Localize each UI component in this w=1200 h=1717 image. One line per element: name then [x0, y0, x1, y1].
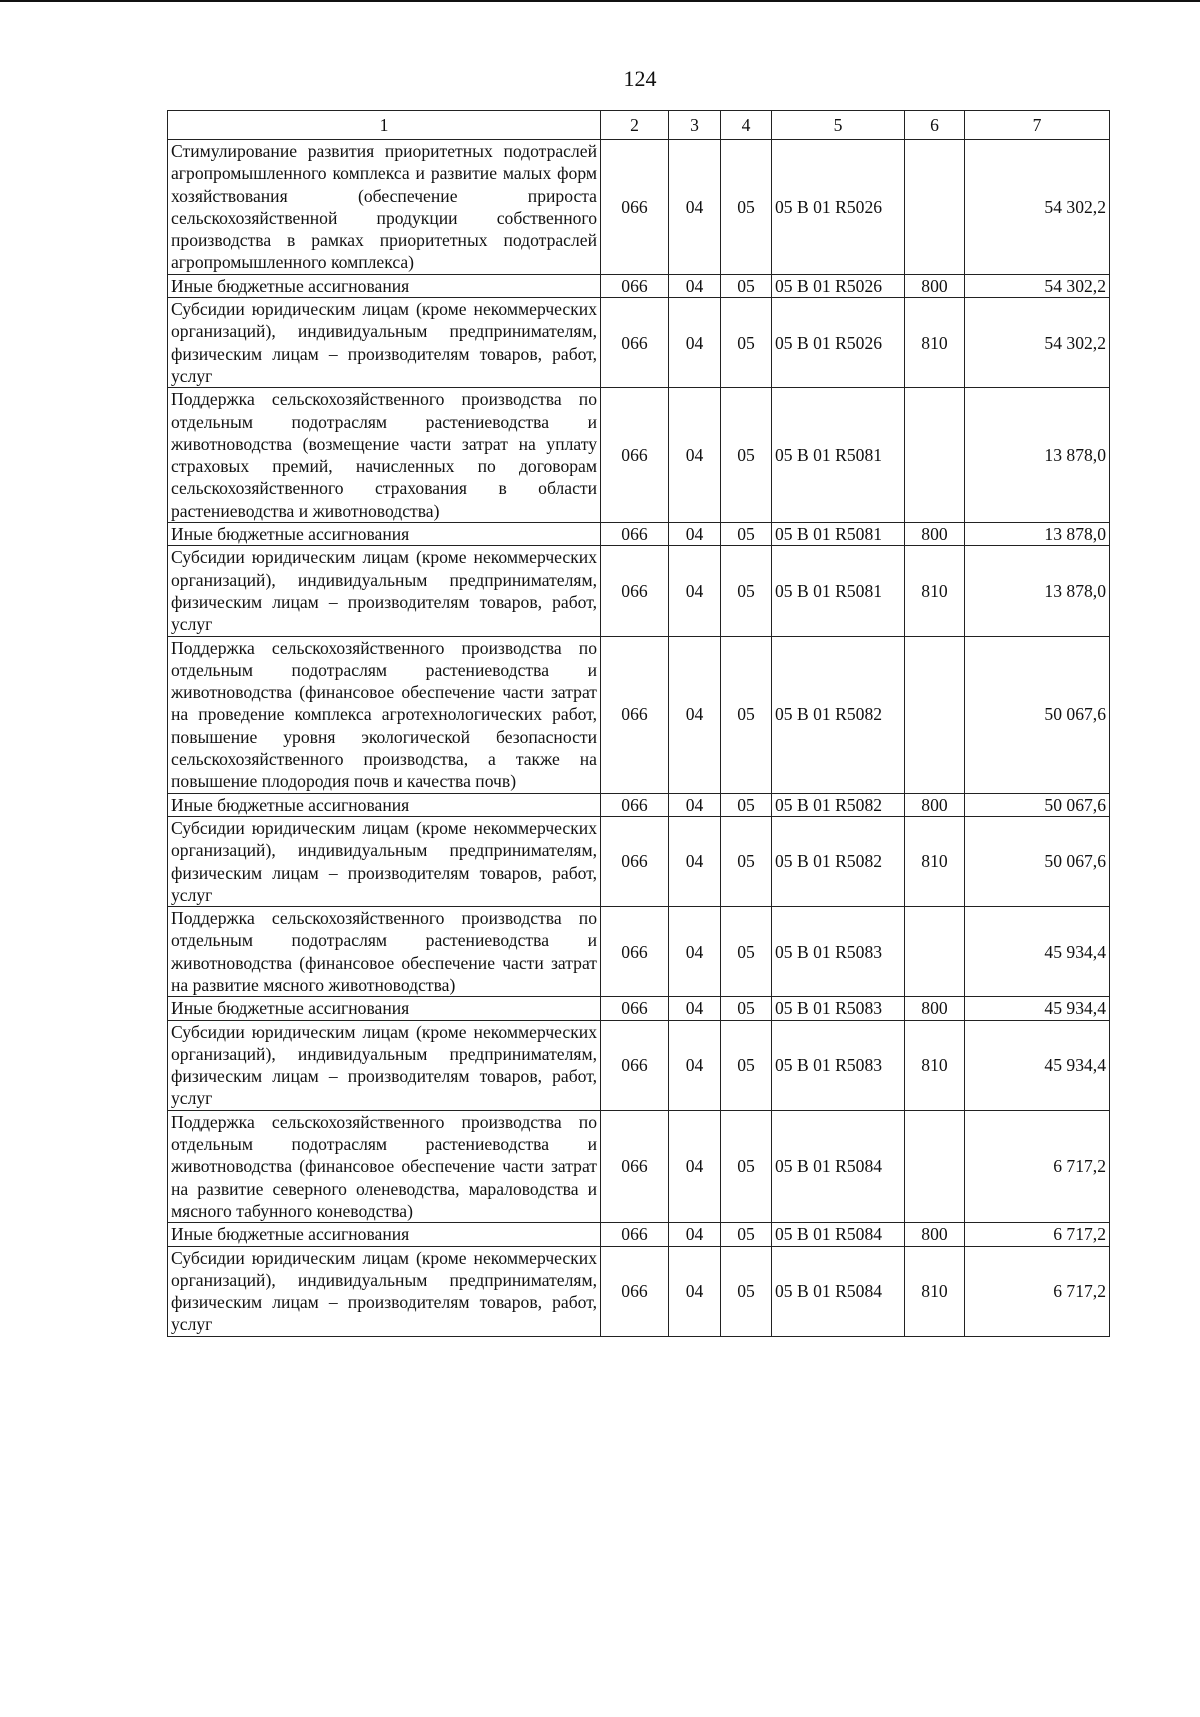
row-subsection-code: 05 — [721, 793, 772, 816]
row-target-article-code: 05 B 01 R5084 — [772, 1246, 905, 1336]
row-section-code: 04 — [669, 140, 721, 275]
row-description: Субсидии юридическим лицам (кроме некоммерческих организаций), индивидуальным предпринимателям, физическим лицам – производителям товаров, работ, услуг — [168, 816, 601, 906]
row-expense-type-code: 810 — [905, 298, 965, 388]
row-subsection-code: 05 — [721, 1223, 772, 1246]
row-ministry-code: 066 — [601, 1020, 669, 1110]
row-ministry-code: 066 — [601, 636, 669, 793]
row-subsection-code: 05 — [721, 388, 772, 523]
row-description: Иные бюджетные ассигнования — [168, 1223, 601, 1246]
row-amount: 6 717,2 — [965, 1223, 1110, 1246]
row-section-code: 04 — [669, 1020, 721, 1110]
row-amount: 6 717,2 — [965, 1110, 1110, 1222]
column-header-2: 2 — [601, 111, 669, 140]
table-row — [168, 1110, 1110, 1222]
row-expense-type-code: 810 — [905, 546, 965, 636]
row-amount: 45 934,4 — [965, 1020, 1110, 1110]
row-description: Субсидии юридическим лицам (кроме некоммерческих организаций), индивидуальным предпринимателям, физическим лицам – производителям товаров, работ, услуг — [168, 546, 601, 636]
row-ministry-code: 066 — [601, 907, 669, 997]
row-target-article-code: 05 B 01 R5083 — [772, 997, 905, 1020]
row-description: Субсидии юридическим лицам (кроме некоммерческих организаций), индивидуальным предпринимателям, физическим лицам – производителям товаров, работ, услуг — [168, 298, 601, 388]
row-expense-type-code: 810 — [905, 1246, 965, 1336]
row-target-article-code: 05 B 01 R5081 — [772, 523, 905, 546]
table-row — [168, 546, 1110, 636]
row-ministry-code: 066 — [601, 1246, 669, 1336]
table-row — [168, 636, 1110, 793]
table-row — [168, 816, 1110, 906]
row-subsection-code: 05 — [721, 997, 772, 1020]
row-subsection-code: 05 — [721, 546, 772, 636]
row-ministry-code: 066 — [601, 523, 669, 546]
row-ministry-code: 066 — [601, 997, 669, 1020]
table-row — [168, 523, 1110, 546]
row-expense-type-code — [905, 140, 965, 275]
row-section-code: 04 — [669, 816, 721, 906]
row-expense-type-code: 810 — [905, 1020, 965, 1110]
row-target-article-code: 05 B 01 R5026 — [772, 274, 905, 297]
row-ministry-code: 066 — [601, 546, 669, 636]
row-subsection-code: 05 — [721, 907, 772, 997]
row-amount: 13 878,0 — [965, 523, 1110, 546]
row-expense-type-code — [905, 907, 965, 997]
row-subsection-code: 05 — [721, 1020, 772, 1110]
row-description: Иные бюджетные ассигнования — [168, 523, 601, 546]
row-expense-type-code: 800 — [905, 793, 965, 816]
row-expense-type-code — [905, 636, 965, 793]
row-target-article-code: 05 B 01 R5081 — [772, 388, 905, 523]
row-expense-type-code: 800 — [905, 523, 965, 546]
column-header-6: 6 — [905, 111, 965, 140]
row-section-code: 04 — [669, 523, 721, 546]
table-row — [168, 298, 1110, 388]
scan-top-edge — [0, 0, 1200, 2]
row-expense-type-code: 800 — [905, 274, 965, 297]
column-header-3: 3 — [669, 111, 721, 140]
row-ministry-code: 066 — [601, 793, 669, 816]
row-target-article-code: 05 B 01 R5082 — [772, 816, 905, 906]
row-description: Субсидии юридическим лицам (кроме некоммерческих организаций), индивидуальным предпринимателям, физическим лицам – производителям товаров, работ, услуг — [168, 1246, 601, 1336]
column-header-7: 7 — [965, 111, 1110, 140]
row-description: Иные бюджетные ассигнования — [168, 274, 601, 297]
row-section-code: 04 — [669, 1223, 721, 1246]
row-expense-type-code: 800 — [905, 1223, 965, 1246]
column-header-1: 1 — [168, 111, 601, 140]
row-description: Иные бюджетные ассигнования — [168, 793, 601, 816]
row-target-article-code: 05 B 01 R5082 — [772, 636, 905, 793]
table-row — [168, 274, 1110, 297]
row-amount: 54 302,2 — [965, 274, 1110, 297]
row-subsection-code: 05 — [721, 523, 772, 546]
row-section-code: 04 — [669, 1246, 721, 1336]
row-subsection-code: 05 — [721, 274, 772, 297]
page-number-container — [0, 66, 1200, 92]
table-row — [168, 793, 1110, 816]
row-target-article-code: 05 B 01 R5082 — [772, 793, 905, 816]
table-row — [168, 1020, 1110, 1110]
row-target-article-code: 05 B 01 R5081 — [772, 546, 905, 636]
row-amount: 6 717,2 — [965, 1246, 1110, 1336]
table-row — [168, 1223, 1110, 1246]
row-subsection-code: 05 — [721, 1110, 772, 1222]
budget-table — [167, 110, 1110, 1337]
header-row — [168, 111, 1110, 140]
row-amount: 50 067,6 — [965, 793, 1110, 816]
table-row — [168, 907, 1110, 997]
row-section-code: 04 — [669, 793, 721, 816]
row-description: Поддержка сельскохозяйственного производства по отдельным подотраслям растениеводства и животноводства (финансовое обеспечение части затрат на развитие северного оленеводства, мараловодства и мясного табунного коневодства) — [168, 1110, 601, 1222]
row-ministry-code: 066 — [601, 1223, 669, 1246]
row-target-article-code: 05 B 01 R5026 — [772, 298, 905, 388]
row-section-code: 04 — [669, 546, 721, 636]
row-section-code: 04 — [669, 298, 721, 388]
row-subsection-code: 05 — [721, 298, 772, 388]
table-body — [168, 140, 1110, 1337]
row-amount: 50 067,6 — [965, 636, 1110, 793]
row-target-article-code: 05 B 01 R5026 — [772, 140, 905, 275]
row-expense-type-code — [905, 1110, 965, 1222]
row-ministry-code: 066 — [601, 140, 669, 275]
row-expense-type-code: 810 — [905, 816, 965, 906]
table-row — [168, 1246, 1110, 1336]
row-expense-type-code: 800 — [905, 997, 965, 1020]
row-amount: 54 302,2 — [965, 140, 1110, 275]
row-expense-type-code — [905, 388, 965, 523]
table-row — [168, 140, 1110, 275]
row-section-code: 04 — [669, 997, 721, 1020]
row-amount: 50 067,6 — [965, 816, 1110, 906]
row-amount: 45 934,4 — [965, 997, 1110, 1020]
row-section-code: 04 — [669, 388, 721, 523]
row-amount: 54 302,2 — [965, 298, 1110, 388]
table-row — [168, 997, 1110, 1020]
row-section-code: 04 — [669, 907, 721, 997]
row-ministry-code: 066 — [601, 274, 669, 297]
row-ministry-code: 066 — [601, 816, 669, 906]
row-subsection-code: 05 — [721, 140, 772, 275]
row-description: Поддержка сельскохозяйственного производства по отдельным подотраслям растениеводства и животноводства (финансовое обеспечение части затрат на проведение комплекса агротехнологических работ, повышение уровня экологической безопасности сельскохозяйственного производства, а также на повышение плодородия почв и качества почв) — [168, 636, 601, 793]
row-description: Поддержка сельскохозяйственного производства по отдельным подотраслям растениеводства и животноводства (возмещение части затрат на уплату страховых премий, начисленных по договорам сельскохозяйственного страхования в области растениеводства и животноводства) — [168, 388, 601, 523]
row-target-article-code: 05 B 01 R5083 — [772, 1020, 905, 1110]
row-amount: 13 878,0 — [965, 546, 1110, 636]
column-header-5: 5 — [772, 111, 905, 140]
row-target-article-code: 05 B 01 R5084 — [772, 1110, 905, 1222]
table-row — [168, 388, 1110, 523]
row-section-code: 04 — [669, 274, 721, 297]
row-description: Иные бюджетные ассигнования — [168, 997, 601, 1020]
row-amount: 45 934,4 — [965, 907, 1110, 997]
row-subsection-code: 05 — [721, 636, 772, 793]
page-number: 124 — [623, 66, 657, 91]
row-section-code: 04 — [669, 636, 721, 793]
row-subsection-code: 05 — [721, 1246, 772, 1336]
row-ministry-code: 066 — [601, 298, 669, 388]
row-amount: 13 878,0 — [965, 388, 1110, 523]
row-ministry-code: 066 — [601, 388, 669, 523]
row-subsection-code: 05 — [721, 816, 772, 906]
row-section-code: 04 — [669, 1110, 721, 1222]
column-header-4: 4 — [721, 111, 772, 140]
row-target-article-code: 05 B 01 R5084 — [772, 1223, 905, 1246]
row-description: Стимулирование развития приоритетных подотраслей агропромышленного комплекса и развитие малых форм хозяйствования (обеспечение прироста сельскохозяйственной продукции собственного производства в рамках приоритетных подотраслей агропромышленного комплекса) — [168, 140, 601, 275]
row-description: Поддержка сельскохозяйственного производства по отдельным подотраслям растениеводства и животноводства (финансовое обеспечение части затрат на развитие мясного животноводства) — [168, 907, 601, 997]
row-description: Субсидии юридическим лицам (кроме некоммерческих организаций), индивидуальным предпринимателям, физическим лицам – производителям товаров, работ, услуг — [168, 1020, 601, 1110]
row-target-article-code: 05 B 01 R5083 — [772, 907, 905, 997]
row-ministry-code: 066 — [601, 1110, 669, 1222]
